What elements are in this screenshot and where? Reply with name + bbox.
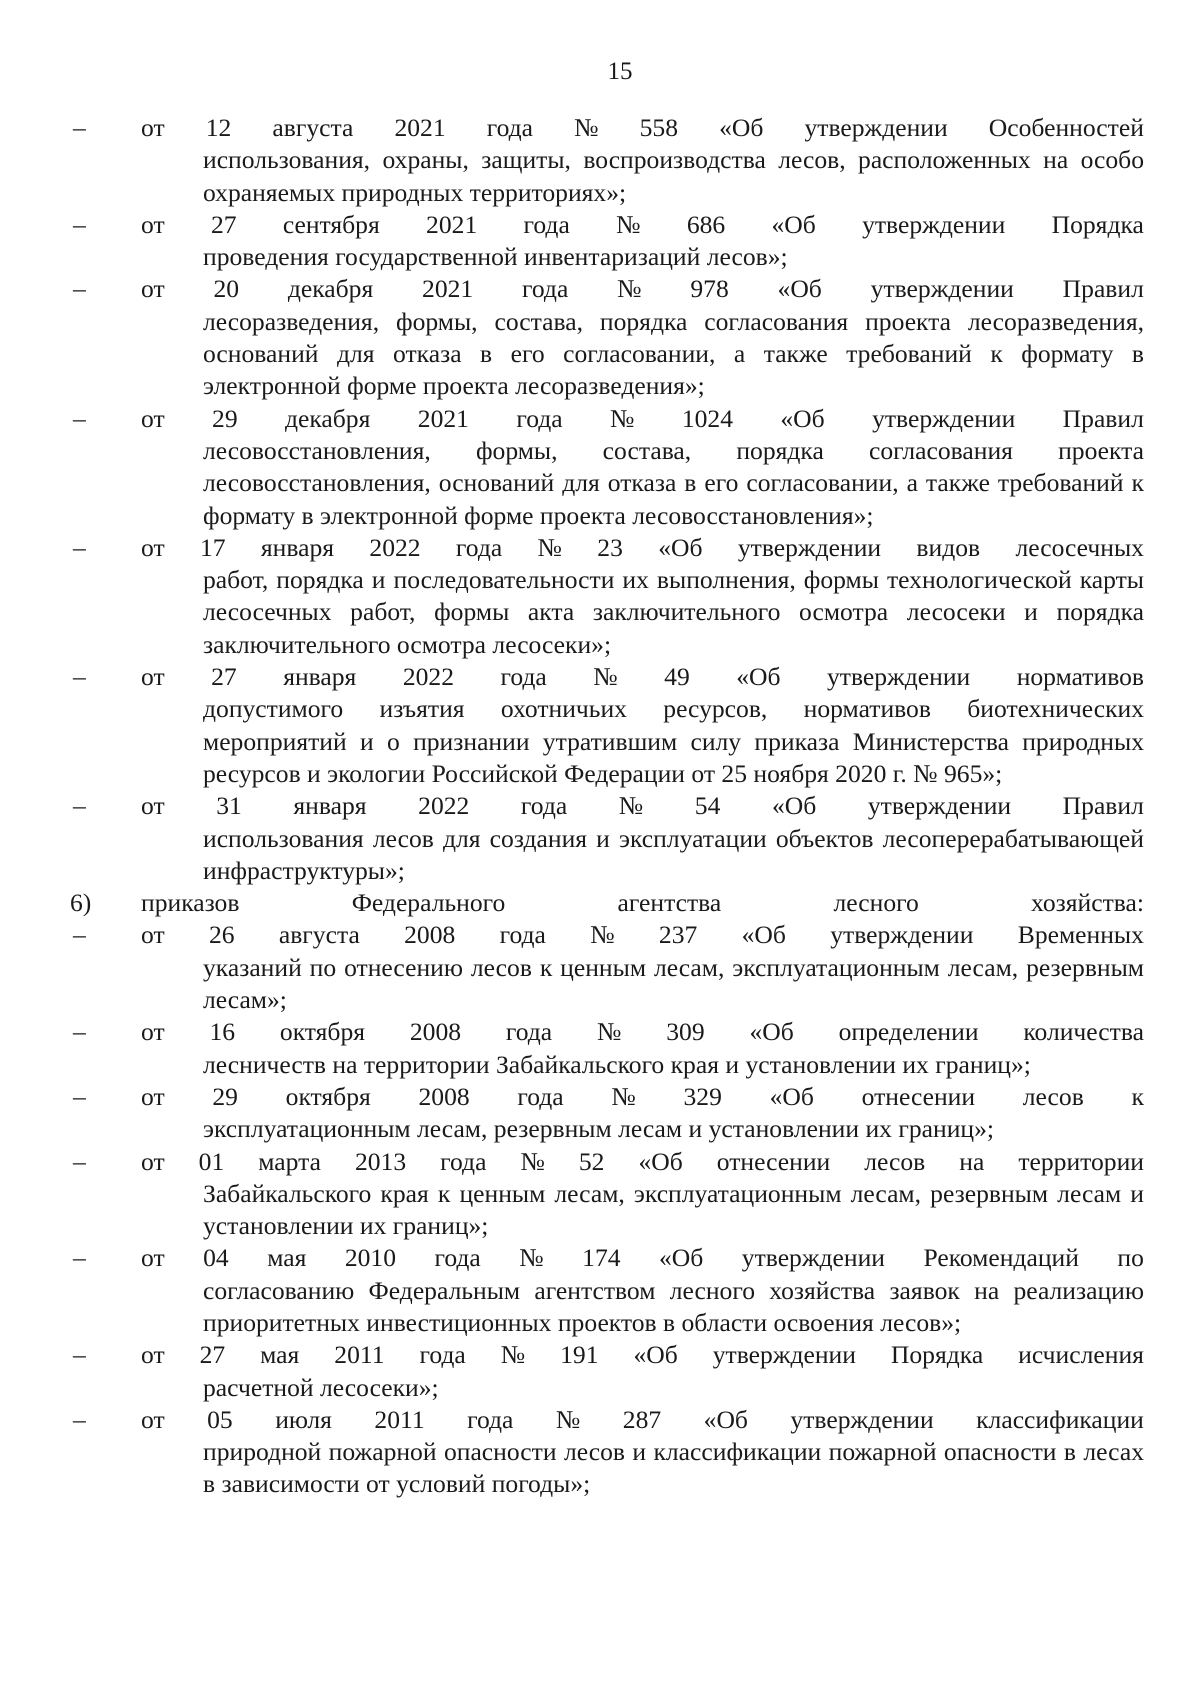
list-item-continuation-text: согласованию Федеральным агентством лесного хозяйства заявок на реализацию приоритетных инвестиционных проектов в области освоения лесов»;	[203, 1275, 1144, 1337]
dash-marker: –	[73, 532, 86, 562]
list-item-continuation-text: эксплуатационным лесам, резервным лесам и установлении их границ»;	[203, 1114, 995, 1144]
list-item-continuation-text: проведения государственной инвентаризаций лесов»;	[203, 242, 788, 272]
list-item	[73, 1016, 1144, 1081]
list-item-first-line	[73, 661, 1144, 693]
list-item-continuation-text: использования лесов для создания и эксплуатации объектов лесоперерабатывающей инфраструктуры»;	[203, 823, 1144, 885]
list-item-first-line	[73, 1016, 1144, 1048]
dash-marker: –	[73, 1243, 86, 1273]
list-item	[73, 1404, 1144, 1501]
dash-marker: –	[73, 1017, 86, 1047]
dash-marker: –	[73, 274, 86, 304]
dash-marker: –	[73, 1081, 86, 1111]
list-item-lead-text: от 27 сентября 2021 года № 686 «Об утверждении Порядка	[141, 209, 1144, 239]
list-item	[70, 887, 1144, 919]
list-item-lead-text: от 12 августа 2021 года № 558 «Об утверждении Особенностей	[141, 113, 1144, 142]
list-item-lead-text: от 29 декабря 2021 года № 1024 «Об утверждении Правил	[141, 403, 1144, 433]
list-item-continuation-text: лесничеств на территории Забайкальского края и установлении их границ»;	[203, 1049, 1031, 1079]
dash-marker: –	[73, 209, 86, 239]
list-item-continuation-text: Забайкальского края к ценным лесам, эксплуатационным лесам, резервным лесам и установлении их границ»;	[203, 1178, 1144, 1241]
list-item	[73, 209, 1144, 274]
list-item	[73, 273, 1144, 402]
list-number-marker: 6)	[70, 888, 92, 918]
list-item-lead-text: от 27 января 2022 года № 49 «Об утверждении нормативов	[141, 662, 1144, 692]
list-item-first-line	[73, 1242, 1144, 1274]
list-item-first-line	[73, 209, 1144, 241]
list-item-continuation-text: природной пожарной опасности лесов и классификации пожарной опасности в лесах в зависимости от условий погоды»;	[203, 1437, 1144, 1499]
list-item-first-line	[73, 1081, 1144, 1113]
dash-marker: –	[73, 403, 86, 433]
list-item-lead-text: от 16 октября 2008 года № 309 «Об определении количества	[141, 1017, 1144, 1047]
list-item-first-line	[73, 1404, 1144, 1436]
list-item-lead-text: от 05 июля 2011 года № 287 «Об утверждении классификации	[141, 1404, 1144, 1434]
list-item-continuation-text: допустимого изъятия охотничьих ресурсов, нормативов биотехнических мероприятий и о признании утратившим силу приказа Министерства природных ресурсов и экологии Российской Федерации от 25 ноября 2020 г. № 965»;	[203, 694, 1144, 788]
list-item-first-line	[70, 887, 1144, 919]
list-item-continuation-text: расчетной лесосеки»;	[203, 1372, 439, 1402]
dash-marker: –	[73, 662, 86, 692]
list-item-lead-text: приказов Федерального агентства лесного хозяйства:	[141, 888, 1144, 918]
list-item-lead-text: от 20 декабря 2021 года № 978 «Об утверждении Правил	[141, 274, 1144, 304]
dash-marker: –	[73, 920, 86, 950]
list-item-first-line	[73, 112, 1144, 144]
list-item-continuation-text: лесоразведения, формы, состава, порядка согласования проекта лесоразведения, оснований для отказа в его согласовании, а также требований к формату в электронной форме проекта лесоразведения»;	[203, 306, 1144, 401]
dash-marker: –	[73, 1404, 86, 1434]
list-item-continuation-text: указаний по отнесению лесов к ценным лесам, эксплуатационным лесам, резервным лесам»;	[203, 952, 1144, 1015]
list-item	[73, 1242, 1144, 1339]
list-item	[73, 1339, 1144, 1404]
list-item-continuation-text: лесовосстановления, формы, состава, порядка согласования проекта лесовосстановления, оснований для отказа в его согласовании, а также требований к формату в электронной форме проекта лесовосстановления»;	[203, 435, 1144, 530]
list-item-lead-text: от 01 марта 2013 года № 52 «Об отнесении лесов на территории	[141, 1146, 1144, 1176]
list-item	[73, 919, 1144, 1016]
list-item-lead-text: от 17 января 2022 года № 23 «Об утверждении видов лесосечных	[141, 532, 1144, 562]
list-item-first-line	[73, 532, 1144, 564]
list-item	[73, 112, 1144, 209]
list-item	[73, 1146, 1144, 1243]
list-item-lead-text: от 04 мая 2010 года № 174 «Об утверждении Рекомендаций по	[141, 1243, 1144, 1273]
list-item-first-line	[73, 403, 1144, 435]
list-item-first-line	[73, 790, 1144, 822]
list-item-first-line	[73, 1146, 1144, 1178]
list-item-lead-text: от 29 октября 2008 года № 329 «Об отнесении лесов к	[141, 1081, 1144, 1111]
document-body	[70, 112, 1144, 1501]
list-item	[73, 1081, 1144, 1146]
page-number: 15	[607, 58, 633, 85]
dash-marker: –	[73, 791, 86, 821]
list-item-first-line	[73, 273, 1144, 305]
list-item	[73, 790, 1144, 887]
list-item-lead-text: от 27 мая 2011 года № 191 «Об утверждении Порядка исчисления	[141, 1340, 1144, 1370]
dash-marker: –	[73, 113, 86, 142]
list-item-first-line	[73, 919, 1144, 951]
dash-marker: –	[73, 1146, 86, 1176]
list-item-lead-text: от 31 января 2022 года № 54 «Об утверждении Правил	[141, 791, 1144, 821]
list-item	[73, 661, 1144, 790]
list-item-continuation-text: работ, порядка и последовательности их выполнения, формы технологической карты лесосечных работ, формы акта заключительного осмотра лесосеки и порядка заключительного осмотра лесосеки»;	[203, 565, 1144, 659]
list-item-lead-text: от 26 августа 2008 года № 237 «Об утверждении Временных	[141, 920, 1144, 950]
list-item-first-line	[73, 1339, 1144, 1371]
list-item-continuation-text: использования, охраны, защиты, воспроизводства лесов, расположенных на особо охраняемых природных территориях»;	[203, 145, 1144, 207]
list-item	[73, 532, 1144, 661]
dash-marker: –	[73, 1340, 86, 1370]
list-item	[73, 403, 1144, 532]
